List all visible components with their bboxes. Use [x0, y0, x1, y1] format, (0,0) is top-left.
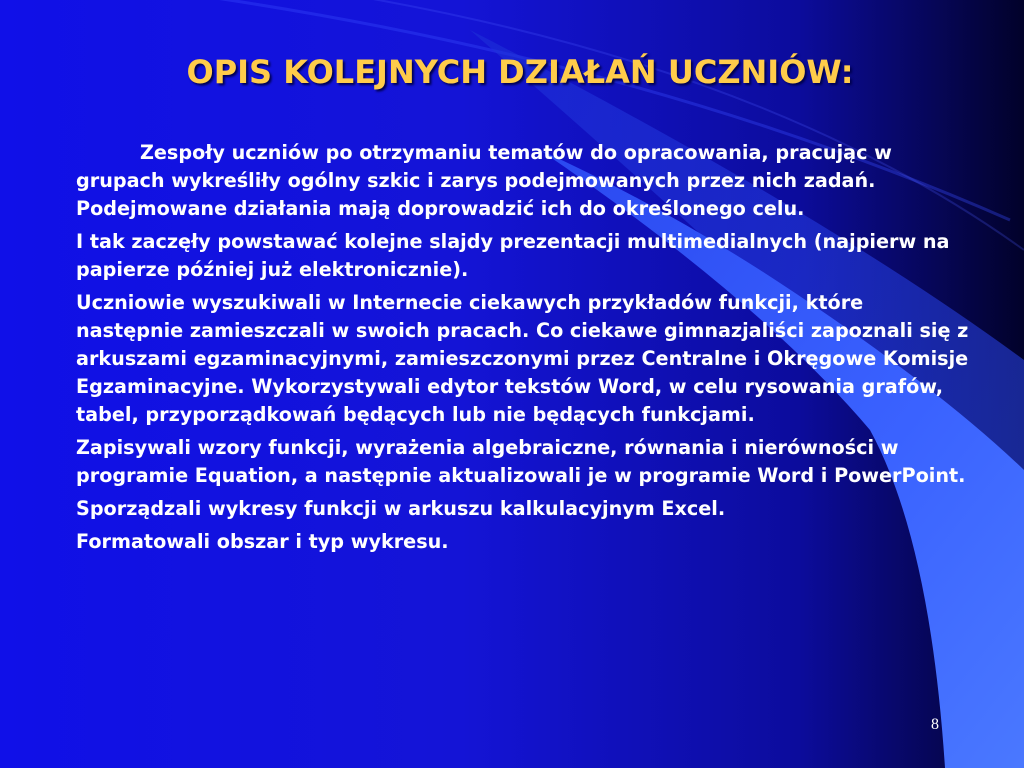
slide-title: OPIS KOLEJNYCH DZIAŁAŃ UCZNIÓW:	[186, 53, 854, 91]
body-paragraph: Uczniowie wyszukiwali w Internecie ciekawych przykładów funkcji, które następnie zamieszczali w swoich pracach. Co ciekawe gimnazjaliści zapoznali się z arkuszami egzaminacyjnymi, zamieszczonymi przez Centralne i Okręgowe Komisje Egzaminacyjne. Wykorzystywali edytor tekstów Word, w celu rysowania grafów, tabel, przyporządkowań będących lub nie będących funkcjami.	[76, 291, 969, 426]
body-paragraph: Zapisywali wzory funkcji, wyrażenia algebraiczne, równania i nierówności w programie Equation, a następnie aktualizowali je w programie Word i PowerPoint.	[76, 436, 966, 487]
body-paragraph: Sporządzali wykresy funkcji w arkuszu kalkulacyjnym Excel.	[76, 497, 726, 520]
body-paragraph: Zespoły uczniów po otrzymaniu tematów do opracowania, pracując w grupach wykreśliły ogólny szkic i zarys podejmowanych przez nich zadań. Podejmowane działania mają doprowadzić ich do określonego celu.	[76, 141, 892, 220]
slide-body	[76, 139, 976, 561]
body-paragraph: Formatowali obszar i typ wykresu.	[76, 530, 449, 553]
page-number: 8	[931, 716, 939, 733]
body-paragraph: I tak zaczęły powstawać kolejne slajdy prezentacji multimedialnych (najpierw na papierze później już elektronicznie).	[76, 230, 950, 281]
